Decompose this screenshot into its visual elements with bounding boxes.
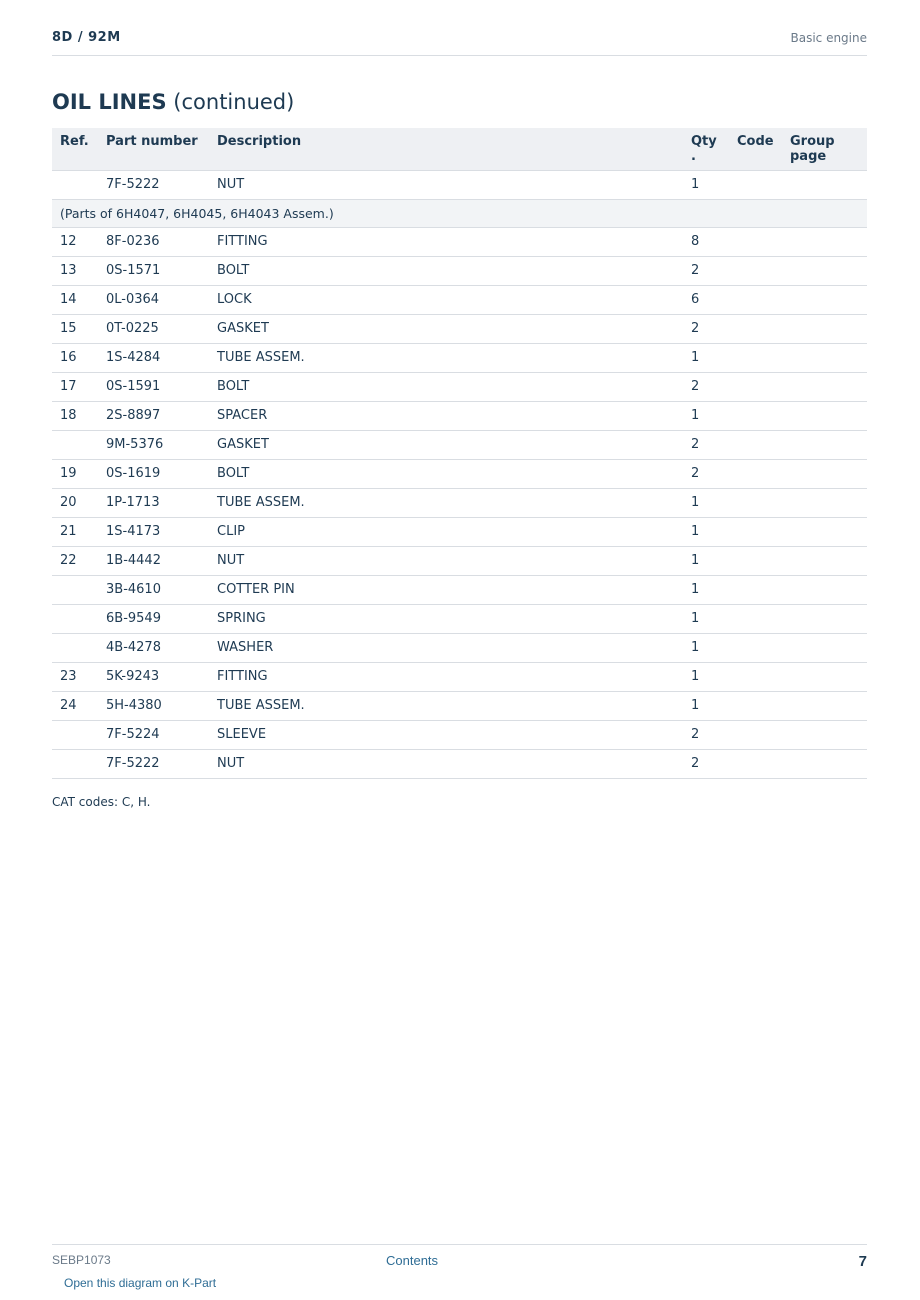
- group-page-cell: [782, 749, 867, 778]
- ref-cell: 18: [52, 401, 98, 430]
- ref-cell: 12: [52, 227, 98, 256]
- description-cell: WASHER: [209, 633, 683, 662]
- code-cell: [729, 604, 782, 633]
- description-cell: BOLT: [209, 256, 683, 285]
- group-page-cell: [782, 720, 867, 749]
- qty-cell: 6: [683, 285, 729, 314]
- page-title: [52, 90, 294, 114]
- page-footer: [52, 1244, 867, 1271]
- table-row: [52, 633, 867, 662]
- part-number-cell: 0S-1619: [98, 459, 209, 488]
- ref-cell: 24: [52, 691, 98, 720]
- description-cell: SLEEVE: [209, 720, 683, 749]
- part-number-cell: 7F-5222: [98, 749, 209, 778]
- group-page-cell: [782, 575, 867, 604]
- page-header: [52, 28, 867, 56]
- group-page-cell: [782, 343, 867, 372]
- code-cell: [729, 633, 782, 662]
- part-number-cell: 1S-4173: [98, 517, 209, 546]
- group-page-cell: [782, 170, 867, 199]
- col-header-description: Description: [209, 128, 683, 170]
- description-cell: SPRING: [209, 604, 683, 633]
- ref-cell: 13: [52, 256, 98, 285]
- ref-cell: 16: [52, 343, 98, 372]
- table-row: [52, 604, 867, 633]
- code-cell: [729, 488, 782, 517]
- part-number-cell: 5H-4380: [98, 691, 209, 720]
- code-cell: [729, 691, 782, 720]
- code-cell: [729, 459, 782, 488]
- qty-cell: 1: [683, 546, 729, 575]
- contents-link[interactable]: Contents: [386, 1253, 439, 1268]
- group-page-cell: [782, 285, 867, 314]
- code-cell: [729, 314, 782, 343]
- part-number-cell: 3B-4610: [98, 575, 209, 604]
- part-number-cell: 0S-1591: [98, 372, 209, 401]
- description-cell: LOCK: [209, 285, 683, 314]
- group-page-cell: [782, 633, 867, 662]
- qty-cell: 1: [683, 488, 729, 517]
- table-row: [52, 662, 867, 691]
- group-page-cell: [782, 372, 867, 401]
- table-row: [52, 459, 867, 488]
- model-label: 8D / 92M: [52, 30, 121, 45]
- description-cell: BOLT: [209, 372, 683, 401]
- table-row: [52, 749, 867, 778]
- qty-cell: 2: [683, 372, 729, 401]
- group-page-cell: [782, 517, 867, 546]
- qty-cell: 1: [683, 575, 729, 604]
- ref-cell: [52, 720, 98, 749]
- title-main: OIL LINES: [52, 90, 167, 114]
- ref-cell: [52, 170, 98, 199]
- part-number-cell: 7F-5222: [98, 170, 209, 199]
- part-number-cell: 1S-4284: [98, 343, 209, 372]
- group-page-cell: [782, 430, 867, 459]
- qty-cell: 2: [683, 749, 729, 778]
- description-cell: FITTING: [209, 662, 683, 691]
- code-cell: [729, 256, 782, 285]
- ref-cell: [52, 749, 98, 778]
- cat-codes-note: CAT codes: C, H.: [52, 795, 151, 809]
- code-cell: [729, 227, 782, 256]
- part-number-cell: 5K-9243: [98, 662, 209, 691]
- code-cell: [729, 401, 782, 430]
- description-cell: GASKET: [209, 430, 683, 459]
- code-cell: [729, 546, 782, 575]
- table-row: [52, 430, 867, 459]
- qty-cell: 1: [683, 604, 729, 633]
- table-row: [52, 343, 867, 372]
- ref-cell: [52, 575, 98, 604]
- qty-cell: 1: [683, 691, 729, 720]
- group-page-cell: [782, 227, 867, 256]
- group-page-cell: [782, 401, 867, 430]
- part-number-cell: 6B-9549: [98, 604, 209, 633]
- description-cell: SPACER: [209, 401, 683, 430]
- table-row: [52, 691, 867, 720]
- code-cell: [729, 749, 782, 778]
- description-cell: NUT: [209, 170, 683, 199]
- description-cell: TUBE ASSEM.: [209, 343, 683, 372]
- col-header-ref: Ref.: [52, 128, 98, 170]
- description-cell: TUBE ASSEM.: [209, 691, 683, 720]
- qty-cell: 2: [683, 256, 729, 285]
- code-cell: [729, 372, 782, 401]
- description-cell: BOLT: [209, 459, 683, 488]
- code-cell: [729, 575, 782, 604]
- part-number-cell: 9M-5376: [98, 430, 209, 459]
- ref-cell: 22: [52, 546, 98, 575]
- code-cell: [729, 720, 782, 749]
- code-cell: [729, 343, 782, 372]
- description-cell: CLIP: [209, 517, 683, 546]
- code-cell: [729, 170, 782, 199]
- section-label: Basic engine: [790, 31, 867, 45]
- table-row: [52, 372, 867, 401]
- table-row: [52, 314, 867, 343]
- open-kpart-link[interactable]: Open this diagram on K-Part: [64, 1276, 217, 1290]
- part-number-cell: 0S-1571: [98, 256, 209, 285]
- part-number-cell: 7F-5224: [98, 720, 209, 749]
- description-cell: NUT: [209, 749, 683, 778]
- group-page-cell: [782, 691, 867, 720]
- group-page-cell: [782, 604, 867, 633]
- qty-cell: 8: [683, 227, 729, 256]
- group-page-cell: [782, 546, 867, 575]
- group-page-cell: [782, 459, 867, 488]
- ref-cell: 14: [52, 285, 98, 314]
- group-page-cell: [782, 488, 867, 517]
- col-header-code: Code: [729, 128, 782, 170]
- description-cell: TUBE ASSEM.: [209, 488, 683, 517]
- qty-cell: 2: [683, 720, 729, 749]
- ref-cell: 17: [52, 372, 98, 401]
- description-cell: NUT: [209, 546, 683, 575]
- ref-cell: [52, 604, 98, 633]
- header-row: [52, 128, 867, 170]
- parts-table: [52, 128, 867, 779]
- code-cell: [729, 285, 782, 314]
- title-suffix: (continued): [173, 90, 295, 114]
- qty-cell: 1: [683, 401, 729, 430]
- ref-cell: 19: [52, 459, 98, 488]
- table-row: [52, 488, 867, 517]
- group-page-cell: [782, 256, 867, 285]
- table-row: [52, 517, 867, 546]
- table-row: [52, 575, 867, 604]
- table-row: [52, 720, 867, 749]
- table-row: [52, 285, 867, 314]
- qty-cell: 1: [683, 633, 729, 662]
- code-cell: [729, 517, 782, 546]
- assembly-note: (Parts of 6H4047, 6H4045, 6H4043 Assem.): [52, 199, 867, 227]
- ref-cell: 21: [52, 517, 98, 546]
- table-row: [52, 256, 867, 285]
- qty-cell: 2: [683, 314, 729, 343]
- qty-cell: 2: [683, 459, 729, 488]
- description-cell: COTTER PIN: [209, 575, 683, 604]
- part-number-cell: 4B-4278: [98, 633, 209, 662]
- qty-cell: 1: [683, 170, 729, 199]
- part-number-cell: 1B-4442: [98, 546, 209, 575]
- part-number-cell: 0L-0364: [98, 285, 209, 314]
- group-page-cell: [782, 314, 867, 343]
- description-cell: FITTING: [209, 227, 683, 256]
- qty-cell: 1: [683, 343, 729, 372]
- col-header-qty: Qty .: [683, 128, 729, 170]
- parts-table-header: [52, 128, 867, 170]
- part-number-cell: 8F-0236: [98, 227, 209, 256]
- qty-cell: 2: [683, 430, 729, 459]
- table-row: [52, 401, 867, 430]
- col-header-group-page: Group page: [782, 128, 867, 170]
- group-page-cell: [782, 662, 867, 691]
- col-header-part-number: Part number: [98, 128, 209, 170]
- document-code: SEBP1073: [52, 1253, 111, 1267]
- ref-cell: 15: [52, 314, 98, 343]
- table-row: [52, 546, 867, 575]
- description-cell: GASKET: [209, 314, 683, 343]
- ref-cell: [52, 633, 98, 662]
- qty-cell: 1: [683, 517, 729, 546]
- part-number-cell: 0T-0225: [98, 314, 209, 343]
- table-row: [52, 227, 867, 256]
- ref-cell: [52, 430, 98, 459]
- code-cell: [729, 662, 782, 691]
- qty-cell: 1: [683, 662, 729, 691]
- assembly-note-row: [52, 199, 867, 227]
- part-number-cell: 1P-1713: [98, 488, 209, 517]
- ref-cell: 23: [52, 662, 98, 691]
- part-number-cell: 2S-8897: [98, 401, 209, 430]
- table-row: [52, 170, 867, 199]
- ref-cell: 20: [52, 488, 98, 517]
- page-number: 7: [858, 1253, 867, 1270]
- code-cell: [729, 430, 782, 459]
- parts-table-body: [52, 170, 867, 778]
